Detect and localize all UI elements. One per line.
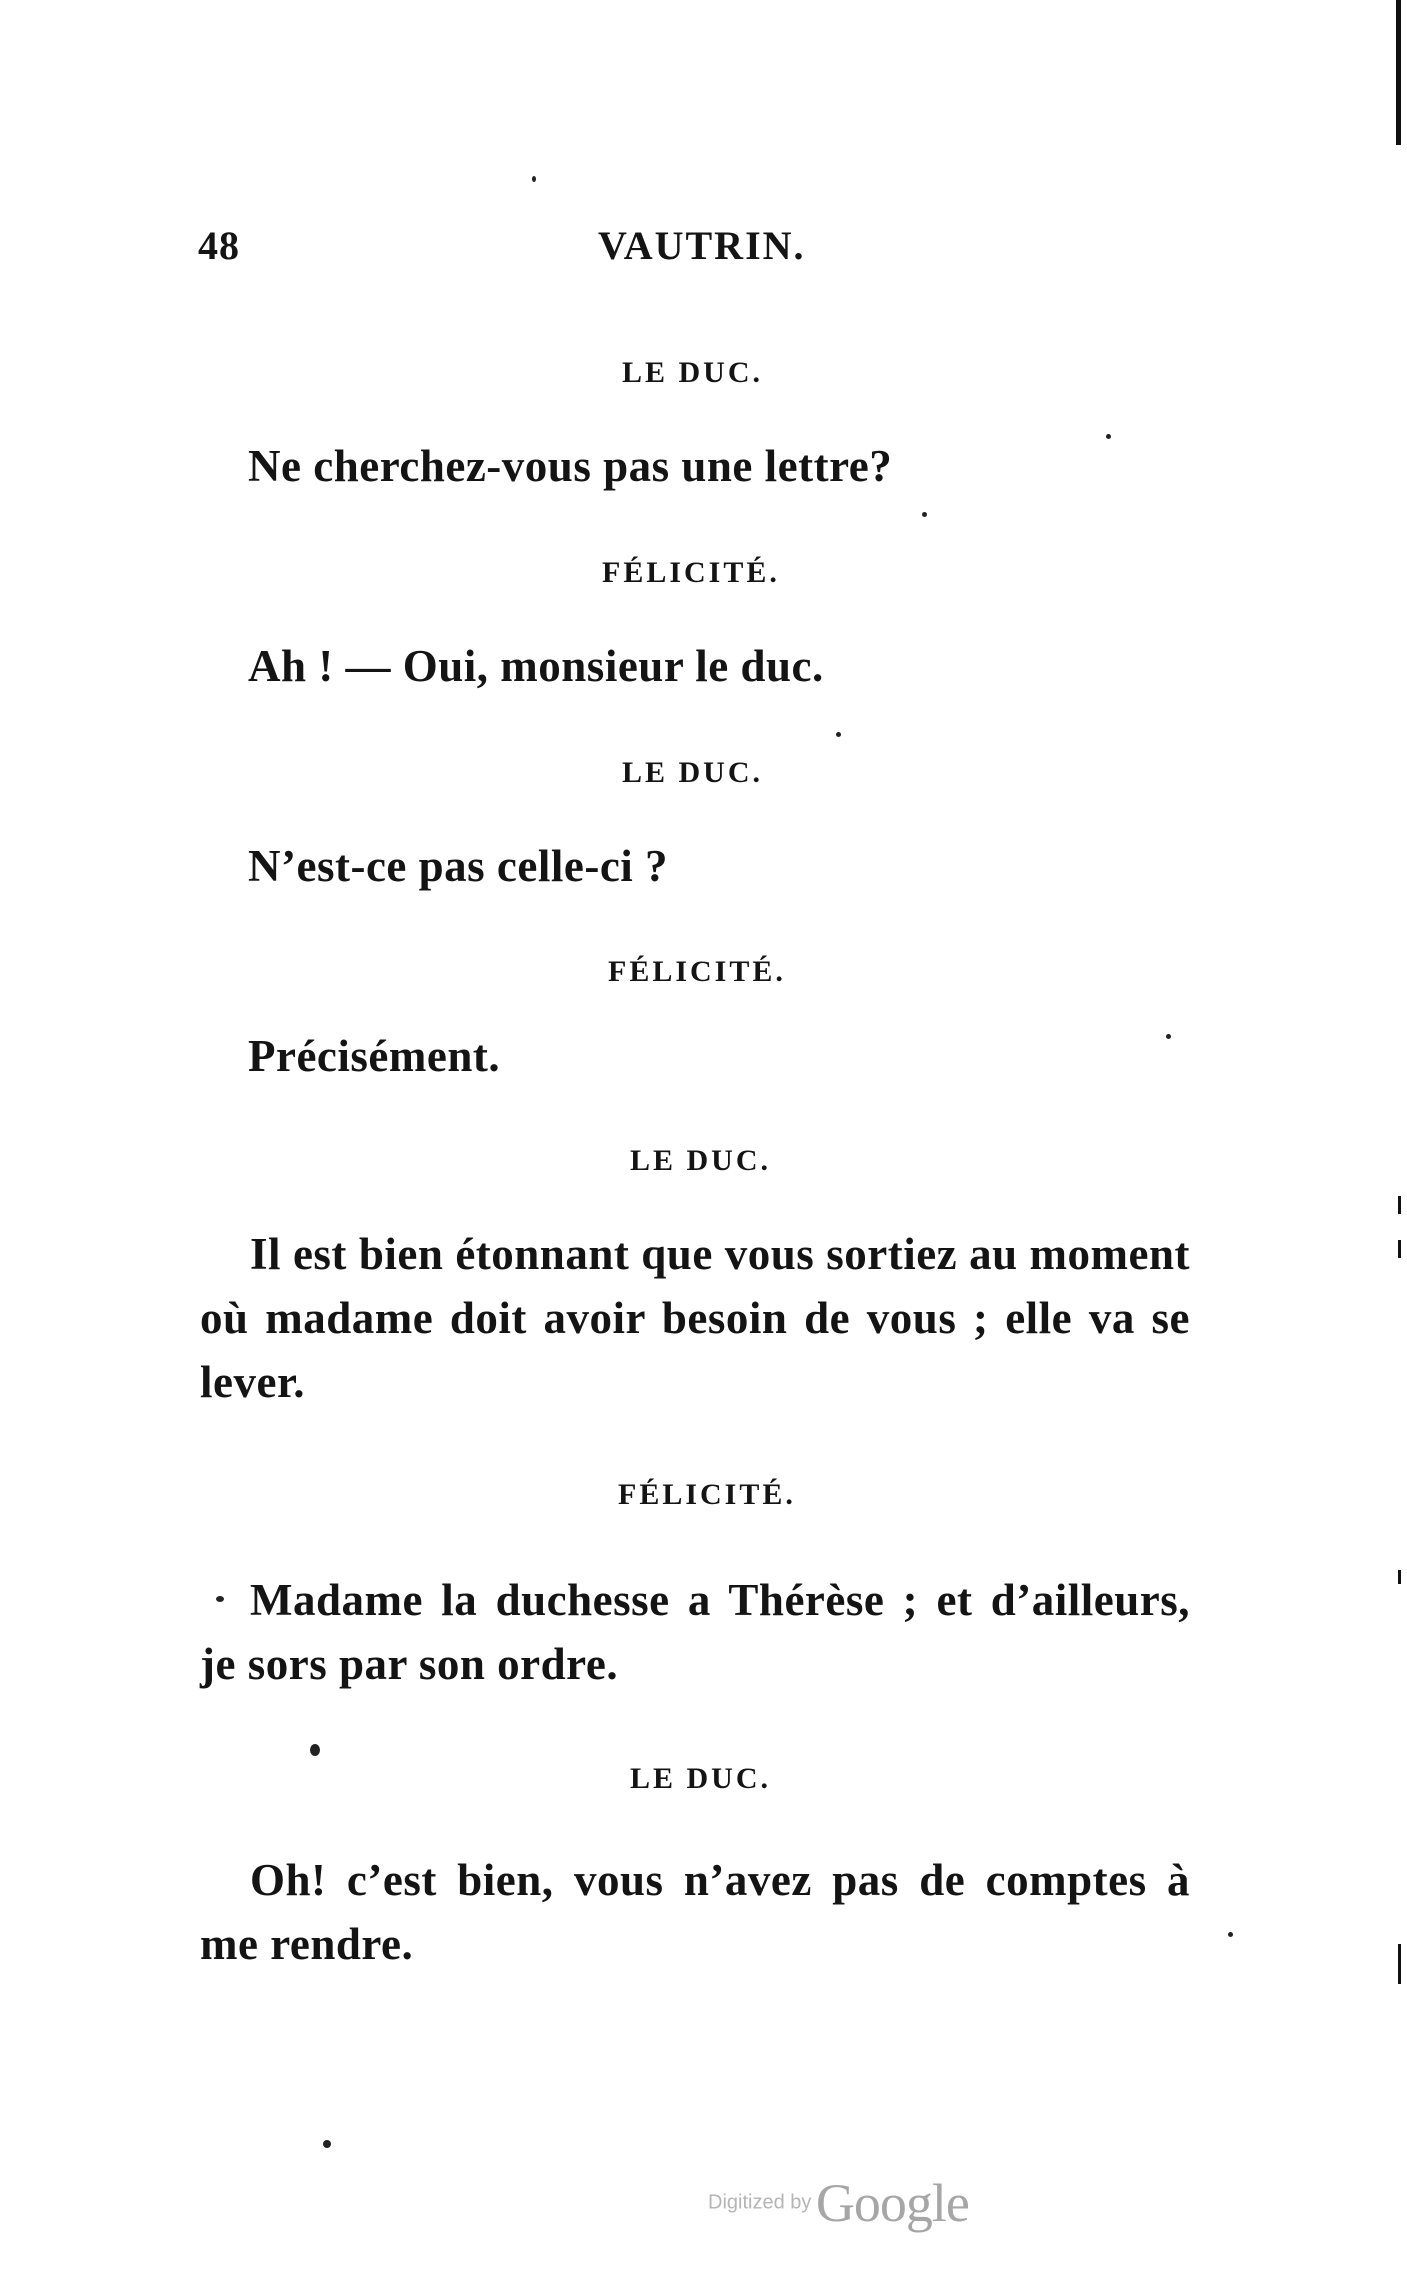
speaker-name: LE DUC. xyxy=(630,1144,772,1177)
page-edge-mark xyxy=(1398,1196,1401,1214)
watermark-prefix: Digitized by xyxy=(708,2191,812,2214)
page-header xyxy=(198,222,1198,282)
scan-speck xyxy=(922,512,927,517)
speaker-name: LE DUC. xyxy=(630,1762,772,1795)
speaker-name: LE DUC. xyxy=(622,356,764,389)
dialogue-paragraph: Il est bien étonnant que vous sortiez au moment où madame doit avoir besoin de vous ; elle va se lever. xyxy=(200,1229,1190,1407)
scan-speck xyxy=(1166,1034,1171,1039)
dialogue-line: Précisément. xyxy=(248,1031,501,1081)
digitization-watermark xyxy=(708,2172,969,2234)
scan-speck xyxy=(323,2140,331,2148)
page-edge-mark xyxy=(1398,1944,1401,1984)
speaker-name: FÉLICITÉ. xyxy=(608,955,786,988)
dialogue-paragraph: Madame la duchesse a Thérèse ; et d’ailleurs, je sors par son ordre. xyxy=(200,1575,1190,1689)
scan-speck xyxy=(310,1744,320,1756)
page-number: 48 xyxy=(198,223,240,268)
dialogue-paragraph: Oh! c’est bien, vous n’avez pas de comptes à me rendre. xyxy=(200,1855,1190,1969)
page-edge-mark xyxy=(1396,0,1401,145)
dialogue-line: Ne cherchez-vous pas une lettre? xyxy=(248,441,893,491)
dialogue-line: Ah ! — Oui, monsieur le duc. xyxy=(248,641,824,691)
running-title: VAUTRIN. xyxy=(598,223,806,268)
dialogue-line: N’est-ce pas celle-ci ? xyxy=(248,841,669,891)
scan-speck xyxy=(1106,434,1111,439)
speaker-name: LE DUC. xyxy=(622,756,764,789)
speaker-name: FÉLICITÉ. xyxy=(618,1478,796,1511)
scan-speck xyxy=(836,732,841,737)
watermark-brand: Google xyxy=(815,2173,969,2233)
scan-speck xyxy=(216,1596,224,1602)
scan-speck xyxy=(532,176,536,182)
page-edge-mark xyxy=(1398,1570,1401,1584)
page-edge-mark xyxy=(1398,1240,1401,1258)
speaker-name: FÉLICITÉ. xyxy=(602,556,780,589)
scan-speck xyxy=(1228,1932,1233,1937)
